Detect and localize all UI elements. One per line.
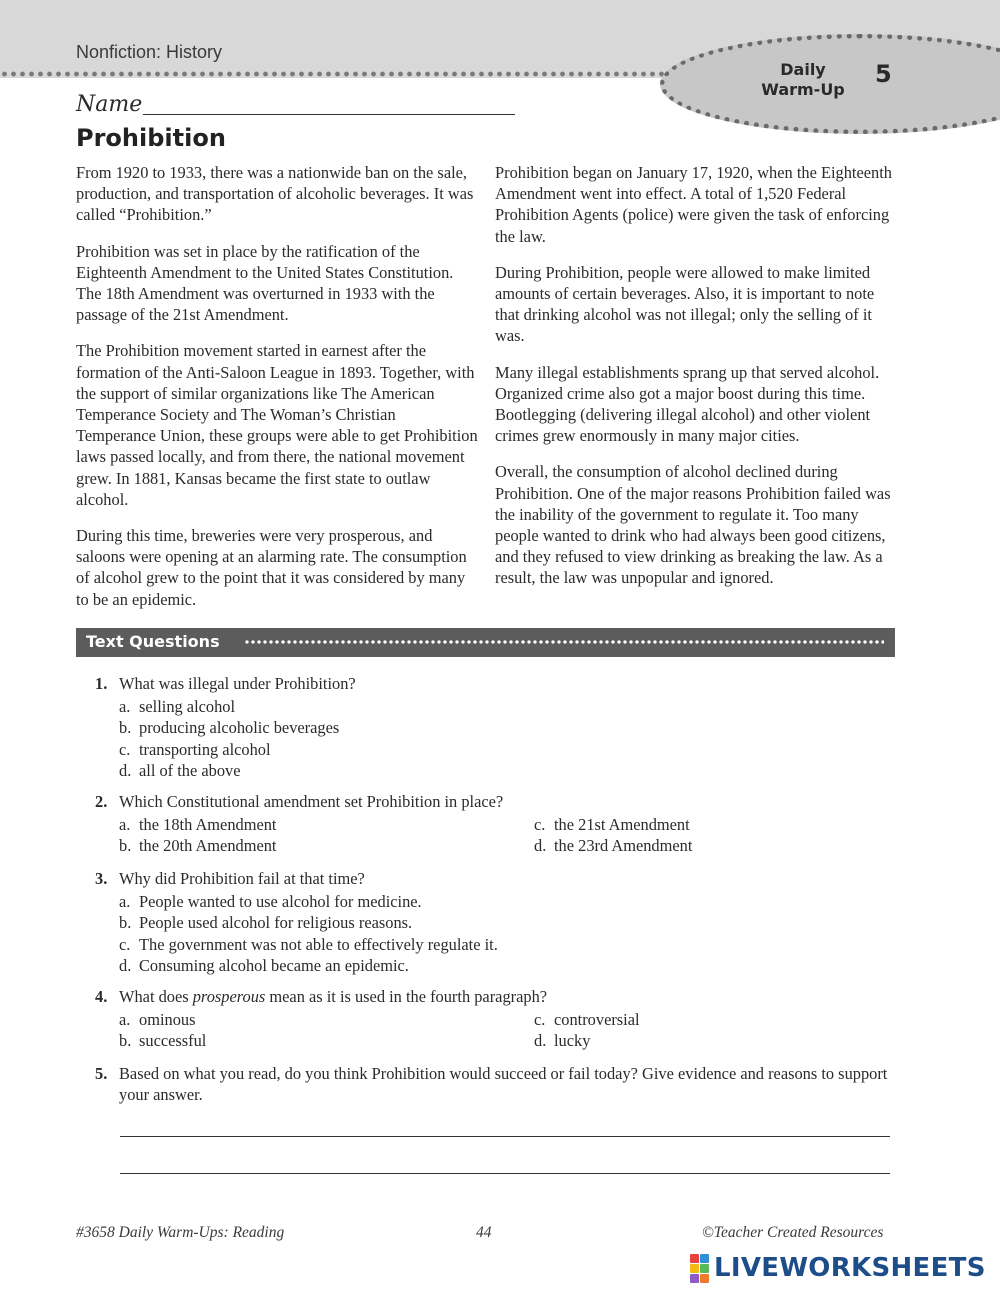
question-text: What was illegal under Prohibition? (119, 674, 356, 693)
option-letter: b. (119, 718, 132, 738)
question-number: 1. (95, 674, 108, 693)
option-letter: a. (119, 697, 131, 717)
option-text: the 21st Amendment (554, 815, 690, 835)
option-text: lucky (554, 1031, 591, 1051)
option-text: ominous (139, 1010, 196, 1030)
answer-option[interactable] (95, 814, 510, 835)
passage-paragraph: Overall, the consumption of alcohol declined during Prohibition. One of the major reasons Prohibition failed was the inability of the government to regulate it. Too many people wanted to drink who had always been good citizens, and they refused to view drinking as breaking the law. As a result, the law was unpopular and ignored. (495, 462, 891, 588)
option-text: all of the above (139, 760, 241, 780)
option-text: selling alcohol (139, 697, 236, 717)
option-letter: c. (119, 934, 131, 954)
answer-option[interactable] (95, 717, 900, 738)
answer-option[interactable] (95, 739, 900, 760)
answer-line[interactable] (120, 1173, 890, 1174)
answer-option[interactable] (95, 891, 900, 912)
option-letter: d. (534, 836, 547, 856)
logo-tile (690, 1274, 699, 1283)
subject-label: Nonfiction: History (76, 42, 223, 62)
option-text: producing alcoholic beverages (139, 718, 340, 738)
question-1 (95, 673, 900, 781)
header-dotted-rule (0, 70, 700, 78)
option-letter: a. (119, 1010, 131, 1030)
answer-option[interactable] (510, 1009, 900, 1030)
logo-text: LIVEWORKSHEETS (714, 1253, 986, 1283)
passage-paragraph: From 1920 to 1933, there was a nationwide ban on the sale, production, and transportation of alcoholic beverages. It was called “Prohibition.” (76, 163, 474, 225)
answer-option[interactable] (510, 1030, 900, 1051)
option-letter: a. (119, 892, 131, 912)
option-letter: d. (119, 955, 132, 975)
option-letter: c. (534, 1010, 546, 1030)
option-letter: b. (119, 1031, 132, 1051)
question-text-part: What does (119, 987, 193, 1006)
page-number: 44 (476, 1224, 492, 1241)
answer-option[interactable] (510, 835, 900, 856)
option-letter: b. (119, 913, 132, 933)
passage-paragraph: Many illegal establishments sprang up that served alcohol. Organized crime also got a major boost during this time. Bootlegging (delivering illegal alcohol) and other violent crimes grew enormously in many major cities. (495, 362, 880, 446)
option-text: People used alcohol for religious reasons. (139, 913, 413, 933)
passage-paragraph: Prohibition began on January 17, 1920, when the Eighteenth Amendment went into effect. A total of 1,520 Federal Prohibition Agents (police) were given the task of enforcing the law. (495, 163, 892, 246)
option-text: the 20th Amendment (139, 836, 277, 856)
question-number: 2. (95, 792, 108, 811)
passage-right-column (495, 162, 899, 604)
answer-option[interactable] (95, 912, 900, 933)
option-text: The government was not able to effectively regulate it. (139, 934, 498, 954)
question-text-emphasis: prosperous (192, 987, 266, 1006)
answer-option[interactable] (510, 814, 900, 835)
name-label: Name (76, 92, 143, 117)
passage-paragraph: During this time, breweries were very prosperous, and saloons were opening at an alarming rate. The consumption of alcohol grew to the point that it was considered by many to be an epidemic. (76, 526, 467, 609)
option-text: successful (139, 1031, 207, 1051)
passage-paragraph: The Prohibition movement started in earnest after the formation of the Anti-Saloon League in 1893. Together, with the support of similar organizations like The American Temperance Society and The Woman’s Christian Temperance Union, these groups were able to get Prohibition laws passed locally, and from there, the national movement grew. In 1881, Kansas became the first state to outlaw alcohol. (76, 341, 478, 509)
answer-option[interactable] (95, 835, 510, 856)
logo-tile (700, 1264, 709, 1273)
footer-copyright: ©Teacher Created Resources (702, 1224, 884, 1241)
question-number: 4. (95, 987, 108, 1006)
option-letter: c. (534, 815, 546, 835)
question-2 (95, 791, 900, 857)
page-title: Prohibition (76, 124, 226, 152)
liveworksheets-logo (690, 1253, 986, 1283)
question-text: Why did Prohibition fail at that time? (119, 869, 365, 888)
question-text-part: mean as it is used in the fourth paragraph? (265, 987, 548, 1006)
logo-tile (690, 1264, 699, 1273)
logo-tile (700, 1254, 709, 1263)
question-text: Based on what you read, do you think Prohibition would succeed or fail today? Give evidence and reasons to support your answer. (119, 1064, 888, 1105)
question-number: 5. (95, 1064, 108, 1083)
badge-number: 5 (875, 60, 892, 88)
logo-tiles-icon (690, 1254, 709, 1283)
answer-option[interactable] (95, 1009, 510, 1030)
questions-title: Text Questions (86, 632, 220, 651)
option-text: the 18th Amendment (139, 815, 277, 835)
passage-left-column (76, 162, 478, 625)
question-3 (95, 868, 900, 976)
option-letter: a. (119, 815, 131, 835)
logo-tile (690, 1254, 699, 1263)
option-text: the 23rd Amendment (554, 836, 693, 856)
name-input-line[interactable] (143, 114, 515, 115)
option-letter: c. (119, 739, 131, 759)
option-text: transporting alcohol (139, 739, 271, 759)
passage-paragraph: Prohibition was set in place by the ratification of the Eighteenth Amendment to the United States Constitution. The 18th Amendment was overturned in 1933 with the passage of the 21st Amendment. (76, 241, 454, 325)
answer-option[interactable] (95, 1030, 510, 1051)
question-5 (95, 1063, 900, 1105)
answer-option[interactable] (95, 955, 900, 976)
option-text: Consuming alcohol became an epidemic. (139, 955, 409, 975)
option-letter: d. (534, 1031, 547, 1051)
logo-tile (700, 1274, 709, 1283)
question-number: 3. (95, 869, 108, 888)
answer-line[interactable] (120, 1136, 890, 1137)
footer-book-title: #3658 Daily Warm-Ups: Reading (76, 1224, 285, 1241)
option-text: People wanted to use alcohol for medicine. (139, 892, 422, 912)
dotted-rule (244, 639, 884, 645)
option-letter: d. (119, 760, 132, 780)
option-letter: b. (119, 836, 132, 856)
answer-option[interactable] (95, 696, 900, 717)
questions-header-bar (76, 628, 895, 657)
question-text: Which Constitutional amendment set Prohibition in place? (119, 792, 504, 811)
answer-option[interactable] (95, 934, 900, 955)
option-text: controversial (554, 1010, 640, 1030)
badge-label: Daily Warm-Up (761, 60, 845, 99)
passage-paragraph: During Prohibition, people were allowed to make limited amounts of certain beverages. Also, it is important to note that drinking alcohol was not illegal; only the selling of it was. (495, 262, 875, 346)
question-4 (95, 986, 900, 1052)
answer-option[interactable] (95, 760, 900, 781)
